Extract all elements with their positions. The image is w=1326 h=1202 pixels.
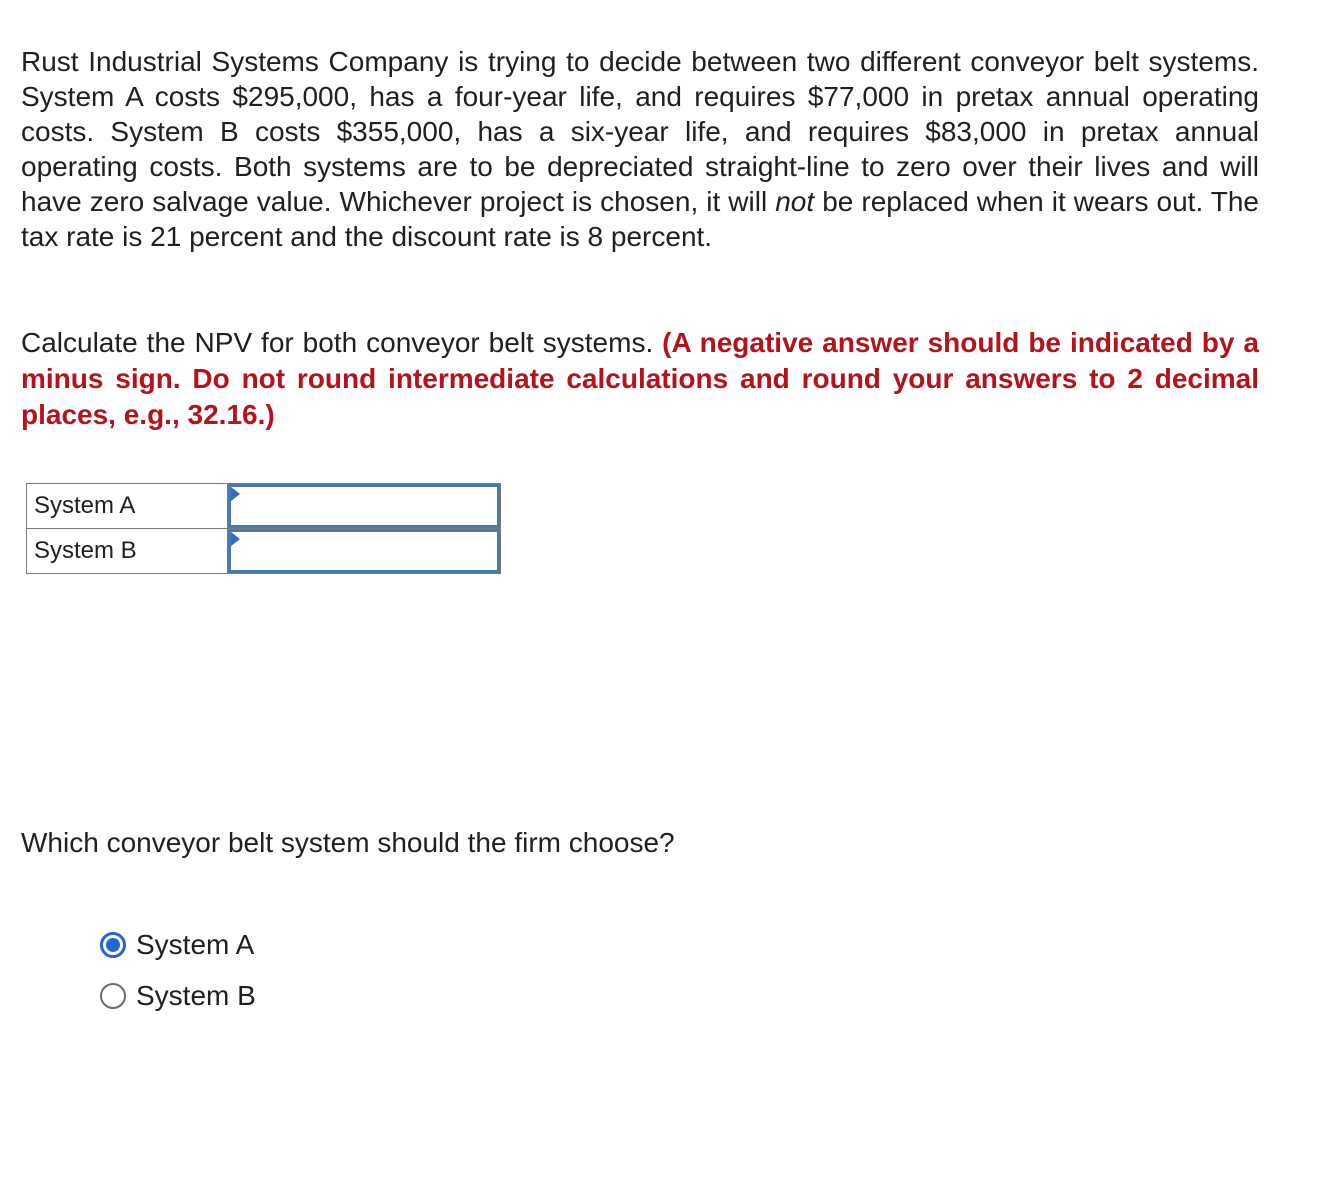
system-a-label: System A	[27, 484, 228, 529]
radio-system-b[interactable]	[100, 983, 126, 1009]
option-system-a[interactable]	[100, 927, 256, 963]
option-system-a-label: System A	[136, 929, 255, 960]
system-a-input-cell	[228, 484, 501, 529]
table-row	[27, 529, 501, 574]
system-b-input-cell	[228, 529, 501, 574]
radio-selected-dot-icon	[106, 938, 120, 952]
table-row	[27, 484, 501, 529]
option-system-b[interactable]	[100, 978, 256, 1014]
option-system-b-label: System B	[136, 980, 256, 1011]
choice-question: Which conveyor belt system should the firm choose?	[21, 827, 675, 858]
problem-emphasis: not	[775, 186, 815, 217]
problem-statement	[21, 44, 1259, 254]
instructions	[21, 325, 1259, 433]
npv-answer-table	[26, 483, 501, 574]
instructions-text: Calculate the NPV for both conveyor belt systems.	[21, 327, 663, 358]
system-a-npv-input[interactable]	[228, 484, 500, 528]
flag-icon	[231, 532, 240, 546]
system-b-npv-input[interactable]	[228, 529, 500, 573]
problem-text-part1: Rust Industrial Systems Company is trying to decide between two different conveyor belt systems. System A costs $295,000, has a four-year life, and requires $77,000 in pretax annual operating costs. System B costs $355,000, has a six-year life, and requires $83,000 in pretax annual operating costs. Both systems are to be depreciated straight-line to zero over their lives and will have zero salvage value. Whichever project is chosen, it will	[21, 46, 1259, 217]
choice-options	[100, 927, 256, 1029]
flag-icon	[231, 487, 240, 501]
system-b-label: System B	[27, 529, 228, 574]
problem-text-part2: be replaced when it wears out. The tax rate is 21 percent and the discount rate is 8 percent.	[21, 186, 1260, 252]
radio-system-a[interactable]	[100, 932, 126, 958]
instructions-hint: (A negative answer should be indicated by a minus sign. Do not round intermediate calculations and round your answers to 2 decimal places, e.g., 32.16.)	[21, 327, 1259, 430]
